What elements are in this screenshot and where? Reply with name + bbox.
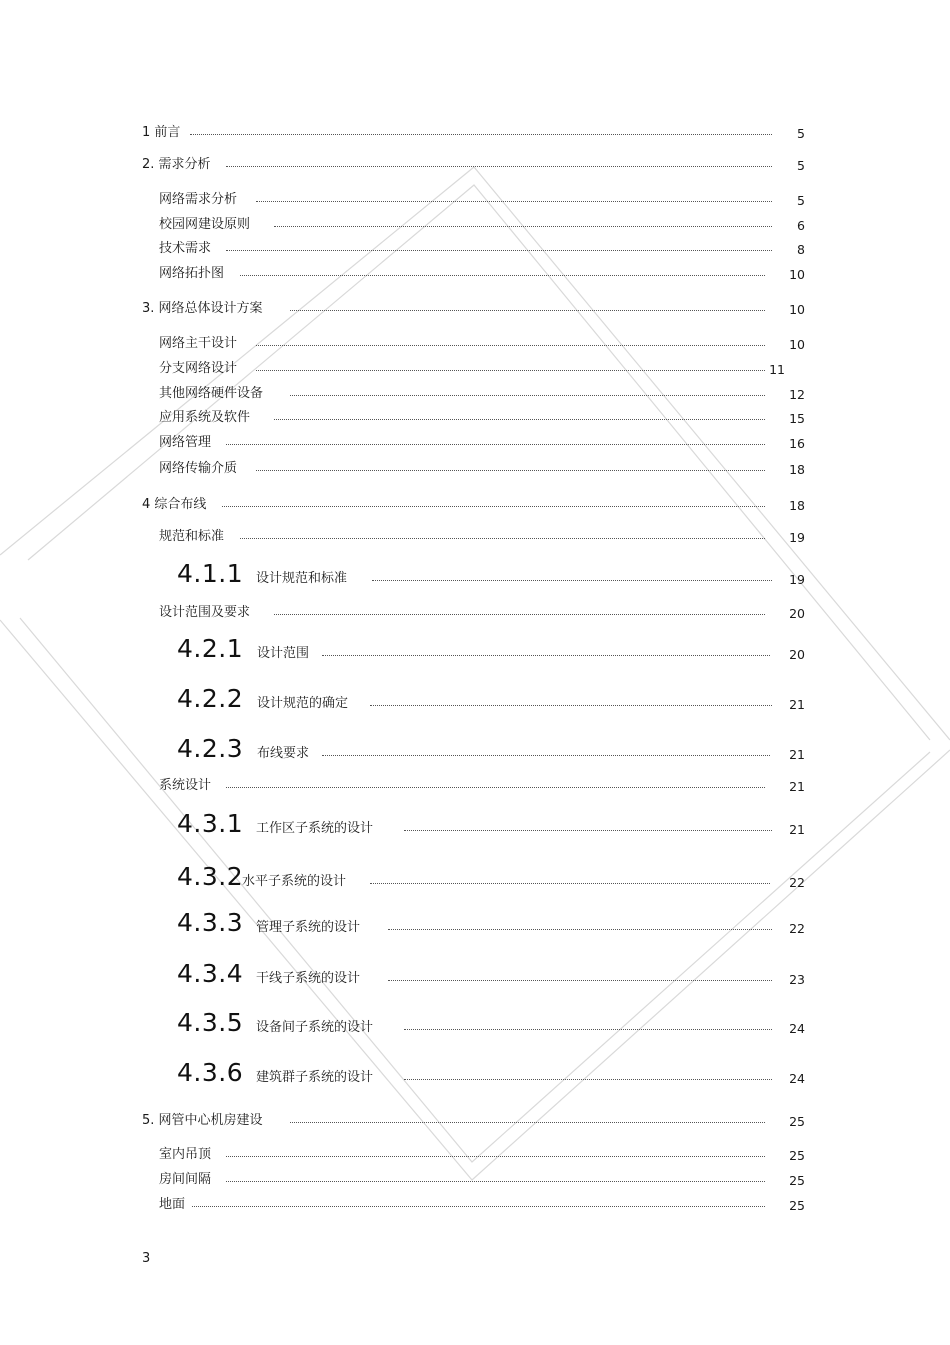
- toc-entry-label: 网络需求分析: [159, 192, 238, 207]
- toc-entry[interactable]: [0, 774, 950, 798]
- toc-entry-label: 网络传输介质: [159, 461, 238, 476]
- toc-entry-number: 4.3.4: [177, 959, 244, 988]
- dot-leader: [226, 444, 765, 445]
- toc-entry-number: 4.2.2: [177, 684, 244, 713]
- toc-entry-label: 分支网络设计: [159, 361, 238, 376]
- toc-entry-label: 设备间子系统的设计: [256, 1020, 374, 1035]
- toc-entry[interactable]: [0, 457, 950, 481]
- toc-entry[interactable]: [0, 1193, 950, 1217]
- dot-leader: [190, 134, 772, 135]
- dot-leader: [256, 345, 765, 346]
- dot-leader: [240, 275, 765, 276]
- dot-leader: [290, 395, 765, 396]
- toc-entry[interactable]: [0, 431, 950, 455]
- toc-entry[interactable]: [0, 382, 950, 406]
- toc-entry[interactable]: [0, 525, 950, 549]
- toc-entry[interactable]: [0, 297, 950, 321]
- toc-entry[interactable]: [0, 121, 950, 145]
- toc-entry[interactable]: [0, 1008, 950, 1040]
- toc-entry-label: 管理子系统的设计: [256, 920, 361, 935]
- toc-entry-page: 22: [789, 875, 805, 890]
- dot-leader: [322, 655, 770, 656]
- toc-entry-page: 25: [789, 1173, 805, 1188]
- toc-entry-label: 技术需求: [159, 241, 212, 256]
- toc-entry-label: 网络管理: [159, 435, 212, 450]
- toc-entry-page: 5: [797, 126, 805, 141]
- toc-entry-page: 5: [797, 158, 805, 173]
- dot-leader: [322, 755, 770, 756]
- toc-entry[interactable]: [0, 406, 950, 430]
- dot-leader: [226, 787, 765, 788]
- dot-leader: [192, 1206, 765, 1207]
- toc-entry-number: 4.3.5: [177, 1008, 244, 1037]
- toc-entry[interactable]: [0, 357, 950, 381]
- dot-leader: [274, 226, 772, 227]
- toc-entry-label: 干线子系统的设计: [256, 971, 361, 986]
- toc-entry[interactable]: [0, 684, 950, 716]
- dot-leader: [256, 370, 765, 371]
- toc-entry-page: 25: [789, 1148, 805, 1163]
- toc-entry-number: 4.3.6: [177, 1058, 244, 1087]
- page-number: 3: [142, 1251, 151, 1266]
- dot-leader: [372, 580, 772, 581]
- toc-entry-page: 23: [789, 972, 805, 987]
- toc-entry-label: 建筑群子系统的设计: [256, 1070, 374, 1085]
- toc-entry-label: 应用系统及软件: [159, 410, 251, 425]
- toc-entry-number: 4.3.2: [177, 862, 244, 891]
- dot-leader: [370, 883, 770, 884]
- toc-entry-label: 水平子系统的设计: [242, 874, 347, 889]
- dot-leader: [290, 310, 765, 311]
- dot-leader: [274, 419, 765, 420]
- toc-entry-page: 21: [789, 747, 805, 762]
- toc-entry-page: 25: [789, 1198, 805, 1213]
- toc-entry-page: 12: [789, 387, 805, 402]
- toc-entry-label: 室内吊顶: [159, 1147, 212, 1162]
- toc-entry-number: 4.3.3: [177, 908, 244, 937]
- toc-entry[interactable]: [0, 634, 950, 666]
- toc-entry-page: 6: [797, 218, 805, 233]
- toc-entry-label: 5. 网管中心机房建设: [142, 1113, 263, 1128]
- toc-entry-label: 地面: [159, 1197, 186, 1212]
- toc-entry-page: 21: [789, 697, 805, 712]
- dot-leader: [226, 1156, 765, 1157]
- toc-entry-page: 24: [789, 1021, 805, 1036]
- toc-entry[interactable]: [0, 237, 950, 261]
- dot-leader: [226, 1181, 765, 1182]
- toc-entry-page: 18: [789, 498, 805, 513]
- toc-entry-number: 4.1.1: [177, 559, 244, 588]
- dot-leader: [256, 201, 772, 202]
- dot-leader: [388, 929, 772, 930]
- toc-entry-page: 10: [789, 302, 805, 317]
- toc-entry-label: 设计范围: [257, 646, 310, 661]
- toc-entry-page: 20: [789, 647, 805, 662]
- dot-leader: [370, 705, 772, 706]
- toc-entry-label: 校园网建设原则: [159, 217, 251, 232]
- dot-leader: [226, 166, 772, 167]
- toc-entry-page: 21: [789, 779, 805, 794]
- toc-entry[interactable]: [0, 153, 950, 177]
- toc-entry-page: 5: [797, 193, 805, 208]
- toc-entry-label: 3. 网络总体设计方案: [142, 301, 263, 316]
- toc-entry-page: 25: [789, 1114, 805, 1129]
- toc-entry-label: 布线要求: [257, 746, 310, 761]
- dot-leader: [290, 1122, 765, 1123]
- toc-entry-number: 4.2.1: [177, 634, 244, 663]
- dot-leader: [240, 538, 765, 539]
- dot-leader: [256, 470, 765, 471]
- toc-entry-page: 19: [789, 572, 805, 587]
- toc-entry-label: 2. 需求分析: [142, 157, 211, 172]
- toc-entry[interactable]: [0, 959, 950, 991]
- toc-entry[interactable]: [0, 1109, 950, 1133]
- dot-leader: [404, 1079, 772, 1080]
- toc-entry[interactable]: [0, 601, 950, 625]
- toc-entry[interactable]: [0, 493, 950, 517]
- dot-leader: [404, 1029, 772, 1030]
- toc-entry-page: 21: [789, 822, 805, 837]
- toc-entry-label: 1 前言: [142, 125, 181, 140]
- toc-entry-label: 网络拓扑图: [159, 266, 225, 281]
- toc-entry[interactable]: [0, 1143, 950, 1167]
- toc-entry[interactable]: [0, 1168, 950, 1192]
- dot-leader: [222, 506, 765, 507]
- toc-entry-page: 19: [789, 530, 805, 545]
- toc-entry-label: 工作区子系统的设计: [256, 821, 374, 836]
- toc-entry-label: 设计规范的确定: [257, 696, 349, 711]
- toc-entry-label: 设计范围及要求: [159, 605, 251, 620]
- toc-entry[interactable]: [0, 332, 950, 356]
- toc-entry-label: 设计规范和标准: [256, 571, 348, 586]
- toc-entry-page: 20: [789, 606, 805, 621]
- toc-entry-page: 24: [789, 1071, 805, 1086]
- toc-entry[interactable]: [0, 188, 950, 212]
- toc-entry-page: 18: [789, 462, 805, 477]
- toc-entry-label: 规范和标准: [159, 529, 225, 544]
- toc-entry[interactable]: [0, 734, 950, 766]
- toc-entry-page: 10: [789, 267, 805, 282]
- toc-entry[interactable]: [0, 262, 950, 286]
- dot-leader: [404, 830, 772, 831]
- toc-entry-number: 4.3.1: [177, 809, 244, 838]
- toc-entry-label: 其他网络硬件设备: [159, 386, 264, 401]
- toc-entry-page: 22: [789, 921, 805, 936]
- dot-leader: [274, 614, 765, 615]
- toc-entry[interactable]: [0, 1058, 950, 1090]
- toc-entry-page: 16: [789, 436, 805, 451]
- toc-entry-number: 4.2.3: [177, 734, 244, 763]
- toc-entry-page: 11: [769, 362, 785, 377]
- toc-entry[interactable]: [0, 862, 950, 894]
- toc-entry-label: 房间间隔: [159, 1172, 212, 1187]
- toc-entry[interactable]: [0, 809, 950, 841]
- dot-leader: [226, 250, 772, 251]
- dot-leader: [388, 980, 772, 981]
- toc-entry[interactable]: [0, 213, 950, 237]
- toc-entry-label: 4 综合布线: [142, 497, 207, 512]
- toc-entry-label: 网络主干设计: [159, 336, 238, 351]
- toc-entry-page: 8: [797, 242, 805, 257]
- toc-entry-page: 15: [789, 411, 805, 426]
- toc-entry-page: 10: [789, 337, 805, 352]
- toc-entry-label: 系统设计: [159, 778, 212, 793]
- toc-entry[interactable]: [0, 559, 950, 591]
- toc-entry[interactable]: [0, 908, 950, 940]
